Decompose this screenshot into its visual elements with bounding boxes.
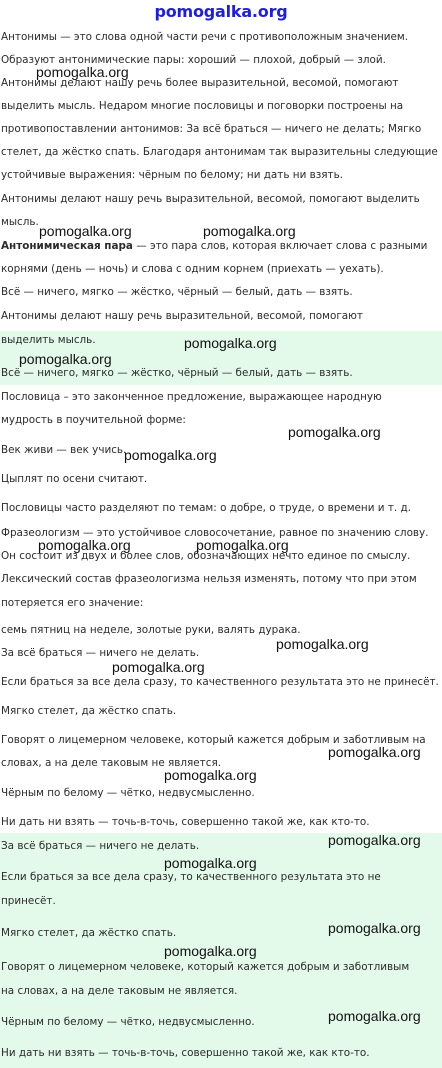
text-line: мудрость в поучительной форме: bbox=[1, 414, 186, 426]
text-line: противопоставлении антонимов: За всё браться — ничего не делать; Мягко bbox=[1, 123, 422, 135]
text-line: Ни дать ни взять — точь-в-точь, совершенно такой же, как кто-то. bbox=[1, 1047, 370, 1059]
text-line: Если браться за все дела сразу, то качественного результата это не bbox=[1, 871, 381, 883]
watermark: pomogalka.org bbox=[164, 855, 257, 871]
text-line: выделить мысль. Недаром многие пословицы и поговорки построены на bbox=[1, 100, 404, 112]
text-line: словах, а на деле таковым не является. bbox=[1, 757, 221, 769]
watermark: pomogalka.org bbox=[112, 659, 205, 675]
text-line: Чёрным по белому — чётко, недвусмысленно. bbox=[1, 787, 255, 799]
text-line: За всё браться — ничего не делать. bbox=[1, 647, 200, 659]
watermark: pomogalka.org bbox=[203, 223, 296, 239]
text-line: Ни дать ни взять — точь-в-точь, совершенно такой же, как кто-то. bbox=[1, 816, 370, 828]
text-line: выделить мысль. bbox=[1, 334, 96, 346]
text-line: Образуют антонимические пары: хороший — плохой, добрый — злой. bbox=[1, 54, 386, 66]
text-line: Чёрным по белому — чётко, недвусмысленно. bbox=[1, 1016, 255, 1028]
watermark: pomogalka.org bbox=[276, 636, 369, 652]
text-line: Цыплят по осени считают. bbox=[1, 473, 148, 485]
text-line: Лексический состав фразеологизма нельзя изменять, потому что при этом bbox=[1, 573, 417, 585]
watermark: pomogalka.org bbox=[184, 335, 277, 351]
text-line: Если браться за все дела сразу, то качественного результата это не принесёт. bbox=[1, 676, 439, 688]
watermark: pomogalka.org bbox=[19, 351, 112, 367]
text-line: мысль. bbox=[1, 216, 39, 228]
text-line: Мягко стелет, да жёстко спать. bbox=[1, 705, 177, 717]
watermark: pomogalka.org bbox=[196, 537, 289, 553]
term-bold: Антонимическая пара bbox=[1, 240, 133, 252]
text-line: устойчивые выражения: чёрным по белому; ни дать ни взять. bbox=[1, 169, 344, 181]
text-line: корнями (день — ночь) и слова с одним корнем (приехать — уехать). bbox=[1, 263, 384, 275]
text-line: Говорят о лицемерном человеке, который кажется добрым и заботливым bbox=[1, 961, 410, 973]
text-line: потеряется его значение: bbox=[1, 597, 144, 609]
text-line: стелет, да жёстко спать. Благодаря антонимам так выразительны следующие bbox=[1, 146, 438, 158]
text-line: семь пятниц на неделе, золотые руки, валять дурака. bbox=[1, 624, 301, 636]
text-line: Пословица – это законченное предложение, выражающее народную bbox=[1, 391, 382, 403]
text-line: Говорят о лицемерном человеке, который кажется добрым и заботливым на bbox=[1, 734, 426, 746]
text-line: Пословицы часто разделяют по темам: о добре, о труде, о времени и т. д. bbox=[1, 502, 411, 514]
watermark: pomogalka.org bbox=[288, 424, 381, 440]
text-line: Антонимы делают нашу речь выразительной, весомой, помогают bbox=[1, 310, 363, 322]
text-line: За всё браться — ничего не делать. bbox=[1, 840, 200, 852]
text-line: Всё — ничего, мягко — жёстко, чёрный — белый, дать — взять. bbox=[1, 367, 353, 379]
text-line: Антонимы делают нашу речь более выразительной, весомой, помогают bbox=[1, 77, 399, 89]
watermark: pomogalka.org bbox=[328, 1008, 421, 1024]
watermark: pomogalka.org bbox=[124, 447, 217, 463]
text-line: Век живи — век учись. bbox=[1, 444, 127, 456]
text-line: Антонимы — это слова одной части речи с противоположным значением. bbox=[1, 31, 409, 43]
site-title[interactable]: pomogalka.org bbox=[154, 2, 288, 21]
watermark: pomogalka.org bbox=[39, 223, 132, 239]
watermark: pomogalka.org bbox=[36, 64, 129, 80]
watermark: pomogalka.org bbox=[164, 943, 257, 959]
watermark: pomogalka.org bbox=[38, 537, 131, 553]
watermark: pomogalka.org bbox=[328, 744, 421, 760]
watermark: pomogalka.org bbox=[164, 767, 257, 783]
text-line: Мягко стелет, да жёстко спать. bbox=[1, 927, 177, 939]
text-line: Антонимы делают нашу речь выразительной, весомой, помогают выделить bbox=[1, 193, 420, 205]
text-line: на словах, а на деле таковым не является. bbox=[1, 985, 238, 997]
text-line: принесёт. bbox=[1, 895, 56, 907]
watermark: pomogalka.org bbox=[328, 832, 421, 848]
watermark: pomogalka.org bbox=[328, 920, 421, 936]
text-line: Фразеологизм — это устойчивое словосочетание, равное по значению слову. bbox=[1, 527, 429, 539]
text-line: Всё — ничего, мягко — жёстко, чёрный — белый, дать — взять. bbox=[1, 286, 353, 298]
term-definition: — это пара слов, которая включает слова с разными bbox=[132, 240, 428, 252]
text-line: Он состоит из двух и более слов, обозначающих нечто единое по смыслу. bbox=[1, 550, 411, 562]
